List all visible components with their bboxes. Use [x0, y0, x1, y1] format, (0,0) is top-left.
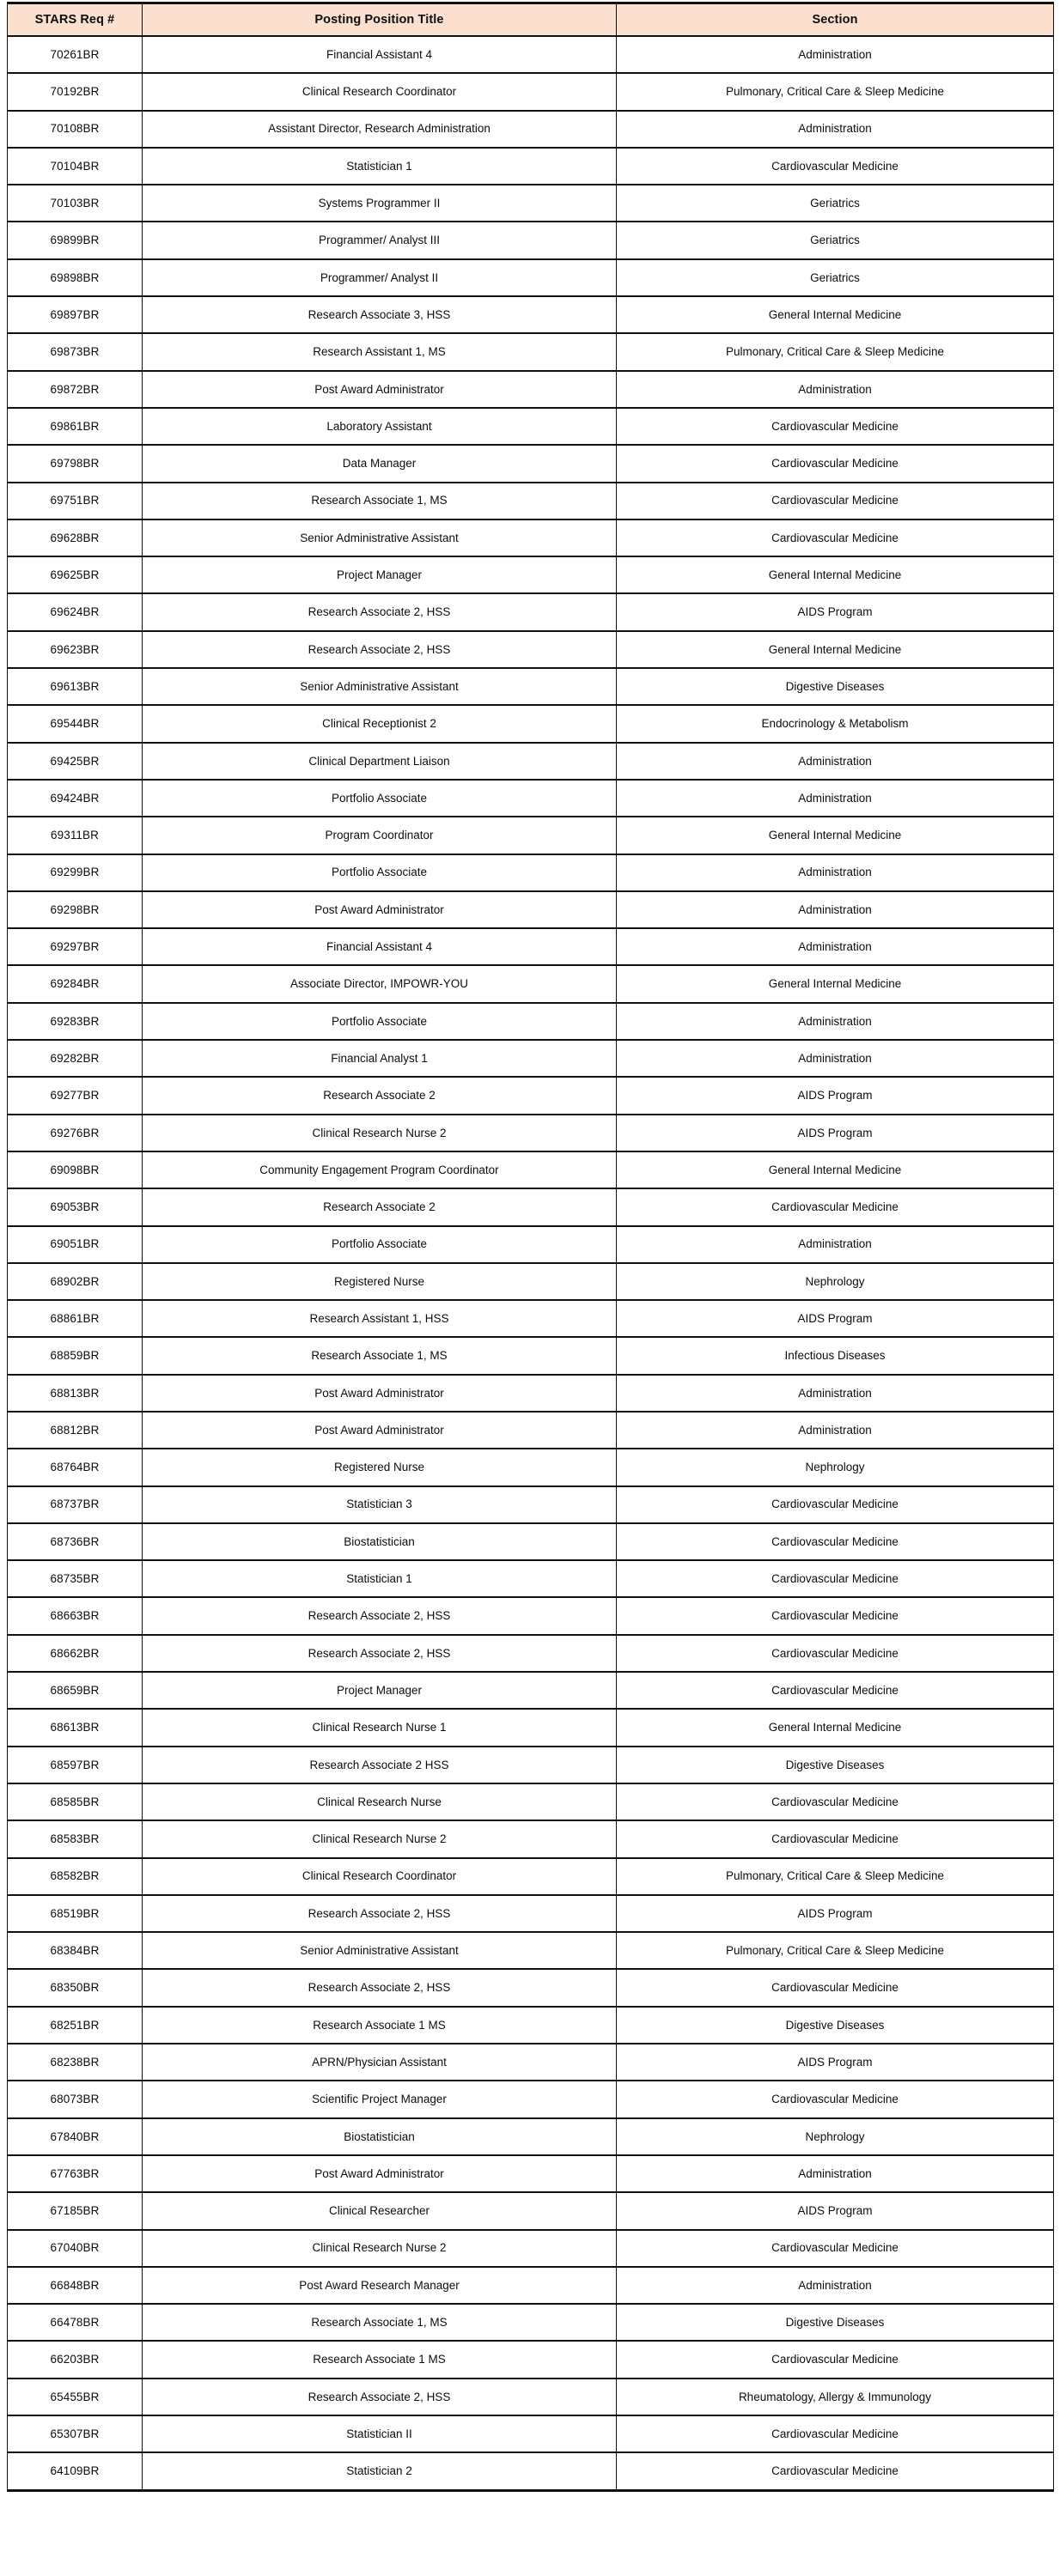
cell-posting-position-title: Research Associate 2, HSS	[143, 1969, 617, 2006]
cell-posting-position-title: Scientific Project Manager	[143, 2081, 617, 2117]
cell-posting-position-title: Systems Programmer II	[143, 185, 617, 222]
table-row	[8, 1523, 1054, 1560]
table-row	[8, 668, 1054, 705]
cell-posting-position-title: Research Associate 2, HSS	[143, 2379, 617, 2415]
cell-stars-req: 69544BR	[8, 705, 143, 742]
cell-posting-position-title: Community Engagement Program Coordinator	[143, 1151, 617, 1188]
cell-posting-position-title: Research Associate 1 MS	[143, 2007, 617, 2044]
cell-section: AIDS Program	[617, 2192, 1054, 2229]
cell-stars-req: 69276BR	[8, 1115, 143, 1151]
cell-section: Geriatrics	[617, 185, 1054, 222]
cell-section: Cardiovascular Medicine	[617, 519, 1054, 556]
cell-section: Cardiovascular Medicine	[617, 1560, 1054, 1597]
cell-posting-position-title: Research Associate 1, MS	[143, 1337, 617, 1374]
table-row	[8, 2379, 1054, 2415]
cell-posting-position-title: Clinical Research Coordinator	[143, 73, 617, 110]
cell-posting-position-title: Post Award Research Manager	[143, 2267, 617, 2304]
cell-section: Administration	[617, 1003, 1054, 1040]
cell-stars-req: 69861BR	[8, 408, 143, 445]
table-row	[8, 631, 1054, 668]
cell-section: Cardiovascular Medicine	[617, 148, 1054, 185]
cell-section: Nephrology	[617, 1263, 1054, 1300]
table-row	[8, 1003, 1054, 1040]
cell-section: Cardiovascular Medicine	[617, 2452, 1054, 2490]
cell-stars-req: 69625BR	[8, 556, 143, 593]
cell-stars-req: 69053BR	[8, 1188, 143, 1225]
table-row	[8, 2230, 1054, 2267]
cell-stars-req: 69282BR	[8, 1040, 143, 1077]
cell-stars-req: 70108BR	[8, 111, 143, 148]
cell-posting-position-title: Clinical Research Coordinator	[143, 1858, 617, 1895]
cell-section: Cardiovascular Medicine	[617, 1783, 1054, 1820]
table-row	[8, 1783, 1054, 1820]
cell-stars-req: 69751BR	[8, 483, 143, 519]
cell-section: Geriatrics	[617, 259, 1054, 296]
cell-stars-req: 68073BR	[8, 2081, 143, 2117]
cell-posting-position-title: Portfolio Associate	[143, 780, 617, 817]
table-row	[8, 1635, 1054, 1672]
table-row	[8, 36, 1054, 73]
table-row	[8, 2452, 1054, 2490]
cell-section: Administration	[617, 891, 1054, 928]
cell-stars-req: 69425BR	[8, 743, 143, 780]
table-row	[8, 483, 1054, 519]
table-row	[8, 296, 1054, 333]
cell-section: General Internal Medicine	[617, 1151, 1054, 1188]
cell-stars-req: 68350BR	[8, 1969, 143, 2006]
cell-section: Cardiovascular Medicine	[617, 1820, 1054, 1857]
cell-stars-req: 66478BR	[8, 2304, 143, 2341]
table-row	[8, 371, 1054, 408]
cell-section: AIDS Program	[617, 1077, 1054, 1114]
cell-posting-position-title: Portfolio Associate	[143, 1226, 617, 1263]
table-header-row	[8, 3, 1054, 37]
cell-section: Digestive Diseases	[617, 1747, 1054, 1783]
cell-section: Administration	[617, 1040, 1054, 1077]
table-row	[8, 2155, 1054, 2192]
cell-posting-position-title: Research Associate 2, HSS	[143, 1597, 617, 1634]
table-row	[8, 1597, 1054, 1634]
table-row	[8, 1969, 1054, 2006]
table-row	[8, 817, 1054, 854]
cell-section: Cardiovascular Medicine	[617, 1635, 1054, 1672]
table-row	[8, 593, 1054, 630]
cell-section: Cardiovascular Medicine	[617, 445, 1054, 482]
cell-section: Administration	[617, 111, 1054, 148]
cell-section: Administration	[617, 854, 1054, 891]
cell-section: Nephrology	[617, 1449, 1054, 1485]
table-row	[8, 965, 1054, 1002]
cell-stars-req: 68764BR	[8, 1449, 143, 1485]
table-row	[8, 111, 1054, 148]
cell-section: Cardiovascular Medicine	[617, 1523, 1054, 1560]
cell-section: Administration	[617, 1412, 1054, 1449]
cell-section: Administration	[617, 743, 1054, 780]
cell-stars-req: 68813BR	[8, 1375, 143, 1412]
cell-stars-req: 65307BR	[8, 2415, 143, 2452]
cell-stars-req: 69051BR	[8, 1226, 143, 1263]
table-row	[8, 1077, 1054, 1114]
cell-posting-position-title: Research Associate 2 HSS	[143, 1747, 617, 1783]
cell-stars-req: 68859BR	[8, 1337, 143, 1374]
table-row	[8, 1709, 1054, 1746]
cell-posting-position-title: Biostatistician	[143, 1523, 617, 1560]
cell-stars-req: 69897BR	[8, 296, 143, 333]
cell-stars-req: 69299BR	[8, 854, 143, 891]
cell-stars-req: 66848BR	[8, 2267, 143, 2304]
cell-posting-position-title: Programmer/ Analyst III	[143, 222, 617, 258]
table-row	[8, 1300, 1054, 1337]
cell-posting-position-title: Post Award Administrator	[143, 371, 617, 408]
cell-section: Cardiovascular Medicine	[617, 2230, 1054, 2267]
cell-posting-position-title: Statistician 2	[143, 2452, 617, 2490]
cell-stars-req: 68519BR	[8, 1895, 143, 1932]
cell-stars-req: 68662BR	[8, 1635, 143, 1672]
table-row	[8, 445, 1054, 482]
cell-section: AIDS Program	[617, 593, 1054, 630]
cell-posting-position-title: Research Associate 2, HSS	[143, 1635, 617, 1672]
cell-section: AIDS Program	[617, 1300, 1054, 1337]
cell-stars-req: 68736BR	[8, 1523, 143, 1560]
table-row	[8, 1337, 1054, 1374]
cell-posting-position-title: Project Manager	[143, 556, 617, 593]
cell-section: Cardiovascular Medicine	[617, 1597, 1054, 1634]
cell-stars-req: 68902BR	[8, 1263, 143, 1300]
cell-stars-req: 69613BR	[8, 668, 143, 705]
table-row	[8, 1412, 1054, 1449]
table-row	[8, 1672, 1054, 1709]
cell-section: Pulmonary, Critical Care & Sleep Medicine	[617, 1858, 1054, 1895]
cell-stars-req: 69297BR	[8, 928, 143, 965]
table-row	[8, 854, 1054, 891]
table-row	[8, 2044, 1054, 2081]
cell-posting-position-title: Research Assistant 1, HSS	[143, 1300, 617, 1337]
cell-stars-req: 70192BR	[8, 73, 143, 110]
table-row	[8, 519, 1054, 556]
cell-stars-req: 69298BR	[8, 891, 143, 928]
cell-posting-position-title: Clinical Research Nurse 2	[143, 1115, 617, 1151]
cell-posting-position-title: Financial Assistant 4	[143, 36, 617, 73]
cell-posting-position-title: Research Associate 1, MS	[143, 2304, 617, 2341]
cell-stars-req: 69623BR	[8, 631, 143, 668]
table-row	[8, 2304, 1054, 2341]
cell-stars-req: 67763BR	[8, 2155, 143, 2192]
cell-posting-position-title: Clinical Department Liaison	[143, 743, 617, 780]
cell-posting-position-title: Statistician II	[143, 2415, 617, 2452]
cell-section: Cardiovascular Medicine	[617, 1188, 1054, 1225]
cell-stars-req: 69899BR	[8, 222, 143, 258]
cell-section: Geriatrics	[617, 222, 1054, 258]
cell-stars-req: 69424BR	[8, 780, 143, 817]
table-row	[8, 2007, 1054, 2044]
cell-stars-req: 68384BR	[8, 1932, 143, 1969]
cell-stars-req: 68812BR	[8, 1412, 143, 1449]
cell-stars-req: 68583BR	[8, 1820, 143, 1857]
cell-section: Administration	[617, 2267, 1054, 2304]
cell-posting-position-title: Registered Nurse	[143, 1263, 617, 1300]
cell-posting-position-title: Statistician 1	[143, 1560, 617, 1597]
cell-section: Endocrinology & Metabolism	[617, 705, 1054, 742]
cell-stars-req: 69872BR	[8, 371, 143, 408]
cell-posting-position-title: Post Award Administrator	[143, 2155, 617, 2192]
table-row	[8, 1263, 1054, 1300]
cell-posting-position-title: Clinical Research Nurse 2	[143, 2230, 617, 2267]
table-row	[8, 2192, 1054, 2229]
table-row	[8, 333, 1054, 370]
cell-stars-req: 69098BR	[8, 1151, 143, 1188]
cell-posting-position-title: Statistician 1	[143, 148, 617, 185]
cell-stars-req: 68861BR	[8, 1300, 143, 1337]
cell-section: Administration	[617, 928, 1054, 965]
table-row	[8, 1820, 1054, 1857]
column-header-stars-req: STARS Req #	[8, 3, 143, 37]
cell-posting-position-title: Research Associate 2	[143, 1188, 617, 1225]
cell-section: Administration	[617, 36, 1054, 73]
cell-stars-req: 70103BR	[8, 185, 143, 222]
cell-posting-position-title: Research Associate 2, HSS	[143, 1895, 617, 1932]
table-row	[8, 2267, 1054, 2304]
cell-section: Pulmonary, Critical Care & Sleep Medicine	[617, 73, 1054, 110]
table-row	[8, 148, 1054, 185]
table-row	[8, 2341, 1054, 2378]
table-row	[8, 1747, 1054, 1783]
cell-stars-req: 68597BR	[8, 1747, 143, 1783]
cell-posting-position-title: Portfolio Associate	[143, 854, 617, 891]
cell-section: Nephrology	[617, 2118, 1054, 2155]
cell-posting-position-title: Clinical Receptionist 2	[143, 705, 617, 742]
table-header	[8, 3, 1054, 37]
cell-section: Administration	[617, 2155, 1054, 2192]
cell-section: Pulmonary, Critical Care & Sleep Medicine	[617, 1932, 1054, 1969]
table-row	[8, 1115, 1054, 1151]
table-row	[8, 1040, 1054, 1077]
table-row	[8, 222, 1054, 258]
table-row	[8, 1375, 1054, 1412]
cell-section: Digestive Diseases	[617, 668, 1054, 705]
cell-section: General Internal Medicine	[617, 556, 1054, 593]
cell-posting-position-title: Research Associate 2, HSS	[143, 593, 617, 630]
cell-stars-req: 70261BR	[8, 36, 143, 73]
cell-section: General Internal Medicine	[617, 817, 1054, 854]
cell-stars-req: 68659BR	[8, 1672, 143, 1709]
table-row	[8, 1560, 1054, 1597]
cell-section: Cardiovascular Medicine	[617, 483, 1054, 519]
cell-section: Pulmonary, Critical Care & Sleep Medicine	[617, 333, 1054, 370]
cell-posting-position-title: Research Associate 2	[143, 1077, 617, 1114]
cell-stars-req: 68613BR	[8, 1709, 143, 1746]
cell-section: General Internal Medicine	[617, 1709, 1054, 1746]
cell-posting-position-title: Post Award Administrator	[143, 1412, 617, 1449]
table-row	[8, 259, 1054, 296]
table-row	[8, 408, 1054, 445]
cell-stars-req: 68238BR	[8, 2044, 143, 2081]
cell-posting-position-title: Portfolio Associate	[143, 1003, 617, 1040]
cell-section: Administration	[617, 1375, 1054, 1412]
cell-section: Administration	[617, 780, 1054, 817]
cell-section: Cardiovascular Medicine	[617, 2341, 1054, 2378]
cell-stars-req: 67040BR	[8, 2230, 143, 2267]
cell-section: Cardiovascular Medicine	[617, 1486, 1054, 1523]
cell-posting-position-title: Financial Analyst 1	[143, 1040, 617, 1077]
cell-posting-position-title: Senior Administrative Assistant	[143, 1932, 617, 1969]
table-row	[8, 705, 1054, 742]
table-row	[8, 780, 1054, 817]
cell-stars-req: 68582BR	[8, 1858, 143, 1895]
table-row	[8, 1226, 1054, 1263]
cell-stars-req: 68585BR	[8, 1783, 143, 1820]
cell-stars-req: 69277BR	[8, 1077, 143, 1114]
cell-stars-req: 69873BR	[8, 333, 143, 370]
cell-stars-req: 67185BR	[8, 2192, 143, 2229]
table-row	[8, 1486, 1054, 1523]
column-header-posting-position-title: Posting Position Title	[143, 3, 617, 37]
cell-stars-req: 68663BR	[8, 1597, 143, 1634]
table-row	[8, 1449, 1054, 1485]
cell-posting-position-title: Research Associate 1, MS	[143, 483, 617, 519]
table-row	[8, 73, 1054, 110]
cell-stars-req: 68251BR	[8, 2007, 143, 2044]
table-body	[8, 36, 1054, 2490]
cell-stars-req: 65455BR	[8, 2379, 143, 2415]
cell-section: Administration	[617, 1226, 1054, 1263]
cell-posting-position-title: Senior Administrative Assistant	[143, 668, 617, 705]
cell-posting-position-title: Data Manager	[143, 445, 617, 482]
table-row	[8, 1895, 1054, 1932]
cell-posting-position-title: Post Award Administrator	[143, 1375, 617, 1412]
cell-posting-position-title: Financial Assistant 4	[143, 928, 617, 965]
table-row	[8, 743, 1054, 780]
cell-section: Cardiovascular Medicine	[617, 1969, 1054, 2006]
cell-stars-req: 70104BR	[8, 148, 143, 185]
cell-stars-req: 67840BR	[8, 2118, 143, 2155]
cell-stars-req: 64109BR	[8, 2452, 143, 2490]
postings-table	[7, 2, 1054, 2492]
cell-posting-position-title: Clinical Research Nurse 2	[143, 1820, 617, 1857]
table-row	[8, 2081, 1054, 2117]
cell-posting-position-title: APRN/Physician Assistant	[143, 2044, 617, 2081]
cell-posting-position-title: Research Associate 2, HSS	[143, 631, 617, 668]
cell-posting-position-title: Biostatistician	[143, 2118, 617, 2155]
cell-posting-position-title: Post Award Administrator	[143, 891, 617, 928]
cell-posting-position-title: Research Associate 3, HSS	[143, 296, 617, 333]
cell-section: Cardiovascular Medicine	[617, 2081, 1054, 2117]
cell-posting-position-title: Clinical Research Nurse	[143, 1783, 617, 1820]
cell-stars-req: 69311BR	[8, 817, 143, 854]
cell-posting-position-title: Research Associate 1 MS	[143, 2341, 617, 2378]
cell-section: Cardiovascular Medicine	[617, 408, 1054, 445]
cell-section: Rheumatology, Allergy & Immunology	[617, 2379, 1054, 2415]
cell-posting-position-title: Clinical Researcher	[143, 2192, 617, 2229]
cell-posting-position-title: Associate Director, IMPOWR-YOU	[143, 965, 617, 1002]
cell-posting-position-title: Clinical Research Nurse 1	[143, 1709, 617, 1746]
cell-stars-req: 69624BR	[8, 593, 143, 630]
table-row	[8, 556, 1054, 593]
cell-section: General Internal Medicine	[617, 296, 1054, 333]
cell-stars-req: 69798BR	[8, 445, 143, 482]
cell-stars-req: 66203BR	[8, 2341, 143, 2378]
cell-section: Infectious Diseases	[617, 1337, 1054, 1374]
cell-posting-position-title: Program Coordinator	[143, 817, 617, 854]
cell-section: AIDS Program	[617, 2044, 1054, 2081]
cell-section: AIDS Program	[617, 1895, 1054, 1932]
cell-section: General Internal Medicine	[617, 965, 1054, 1002]
table-row	[8, 928, 1054, 965]
cell-section: Digestive Diseases	[617, 2304, 1054, 2341]
table-row	[8, 2118, 1054, 2155]
cell-stars-req: 69898BR	[8, 259, 143, 296]
cell-stars-req: 68735BR	[8, 1560, 143, 1597]
table-row	[8, 1151, 1054, 1188]
cell-stars-req: 68737BR	[8, 1486, 143, 1523]
table-row	[8, 1858, 1054, 1895]
cell-section: Digestive Diseases	[617, 2007, 1054, 2044]
cell-posting-position-title: Senior Administrative Assistant	[143, 519, 617, 556]
cell-posting-position-title: Programmer/ Analyst II	[143, 259, 617, 296]
cell-posting-position-title: Laboratory Assistant	[143, 408, 617, 445]
cell-posting-position-title: Statistician 3	[143, 1486, 617, 1523]
cell-stars-req: 69628BR	[8, 519, 143, 556]
cell-section: Cardiovascular Medicine	[617, 1672, 1054, 1709]
cell-section: AIDS Program	[617, 1115, 1054, 1151]
cell-posting-position-title: Research Assistant 1, MS	[143, 333, 617, 370]
table-row	[8, 185, 1054, 222]
cell-section: Administration	[617, 371, 1054, 408]
column-header-section: Section	[617, 3, 1054, 37]
table-row	[8, 891, 1054, 928]
table-row	[8, 1188, 1054, 1225]
cell-posting-position-title: Registered Nurse	[143, 1449, 617, 1485]
table-row	[8, 1932, 1054, 1969]
table-row	[8, 2415, 1054, 2452]
cell-section: Cardiovascular Medicine	[617, 2415, 1054, 2452]
cell-stars-req: 69283BR	[8, 1003, 143, 1040]
cell-stars-req: 69284BR	[8, 965, 143, 1002]
cell-posting-position-title: Project Manager	[143, 1672, 617, 1709]
cell-posting-position-title: Assistant Director, Research Administration	[143, 111, 617, 148]
cell-section: General Internal Medicine	[617, 631, 1054, 668]
